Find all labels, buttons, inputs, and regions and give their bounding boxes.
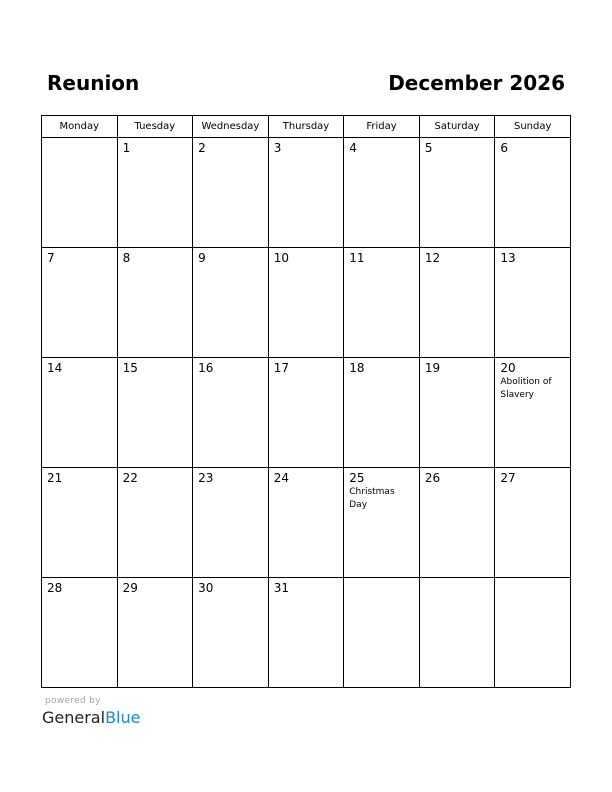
day-cell <box>268 248 344 358</box>
day-number: 9 <box>198 251 206 265</box>
day-cell <box>344 138 420 248</box>
day-number: 16 <box>198 361 214 375</box>
holiday-label: Christmas Day <box>349 487 395 510</box>
day-number: 6 <box>500 141 509 155</box>
brand-general-text: General <box>42 708 106 727</box>
weekday-header: Friday <box>344 116 420 138</box>
day-cell <box>344 578 420 688</box>
day-number: 19 <box>424 361 441 375</box>
holiday-label: Abolition of Slavery <box>500 377 552 400</box>
day-number: 8 <box>122 251 131 265</box>
day-number: 20 <box>500 361 516 375</box>
day-cell <box>193 248 269 358</box>
weekday-header-row <box>42 116 571 138</box>
day-number: 7 <box>47 251 55 265</box>
day-number: 14 <box>47 361 63 375</box>
week-row <box>42 468 571 578</box>
day-cell <box>117 468 193 578</box>
day-cell <box>42 578 118 688</box>
day-number: 13 <box>500 251 516 265</box>
day-cell <box>42 468 118 578</box>
week-row <box>42 248 571 358</box>
day-cell <box>268 358 344 468</box>
day-cell <box>268 578 344 688</box>
day-cell <box>419 358 495 468</box>
day-number: 15 <box>122 361 138 375</box>
day-cell <box>117 578 193 688</box>
day-cell <box>419 248 495 358</box>
day-cell <box>193 578 269 688</box>
day-number: 4 <box>349 141 357 155</box>
day-cell <box>344 468 420 578</box>
month-title: December 2026 <box>388 71 565 95</box>
day-cell <box>268 138 344 248</box>
weekday-header: Wednesday <box>193 116 269 138</box>
day-cell <box>344 358 420 468</box>
day-cell <box>495 468 571 578</box>
day-number: 25 <box>349 471 365 485</box>
day-number: 21 <box>47 471 63 485</box>
day-number: 18 <box>349 361 365 375</box>
day-cell <box>117 248 193 358</box>
day-cell <box>193 138 269 248</box>
day-cell <box>117 138 193 248</box>
week-row <box>42 138 571 248</box>
weekday-header: Sunday <box>495 116 571 138</box>
day-number: 5 <box>424 141 433 155</box>
day-cell <box>117 358 193 468</box>
weekday-header: Tuesday <box>117 116 193 138</box>
region-title: Reunion <box>47 71 140 95</box>
day-cell <box>495 138 571 248</box>
day-number: 3 <box>273 141 282 155</box>
day-number: 29 <box>122 581 138 595</box>
day-cell <box>419 138 495 248</box>
day-cell <box>193 358 269 468</box>
day-number: 23 <box>198 471 214 485</box>
day-cell <box>42 248 118 358</box>
day-number: 1 <box>122 141 131 155</box>
day-cell <box>42 138 118 248</box>
day-number: 12 <box>424 251 441 265</box>
day-number: 28 <box>47 581 63 595</box>
powered-by-text: powered by <box>45 696 101 706</box>
brand-blue-text: Blue <box>105 708 141 727</box>
day-cell <box>495 248 571 358</box>
day-number: 27 <box>500 471 516 485</box>
day-cell <box>419 578 495 688</box>
week-row <box>42 358 571 468</box>
generalblue-logo[interactable] <box>42 708 140 728</box>
day-number: 31 <box>273 581 289 595</box>
weekday-header: Monday <box>42 116 118 138</box>
weekday-header: Saturday <box>419 116 495 138</box>
day-cell <box>344 248 420 358</box>
day-number: 30 <box>198 581 214 595</box>
day-number: 17 <box>273 361 289 375</box>
weekday-header: Thursday <box>268 116 344 138</box>
day-number: 2 <box>198 141 206 155</box>
day-number: 24 <box>273 471 289 485</box>
day-number: 26 <box>424 471 441 485</box>
day-cell <box>495 358 571 468</box>
day-cell <box>42 358 118 468</box>
day-cell <box>495 578 571 688</box>
day-cell <box>268 468 344 578</box>
calendar-grid <box>41 115 571 688</box>
day-number: 22 <box>122 471 138 485</box>
day-cell <box>419 468 495 578</box>
week-row <box>42 578 571 688</box>
day-number: 11 <box>349 251 365 265</box>
day-number: 10 <box>273 251 289 265</box>
day-cell <box>193 468 269 578</box>
